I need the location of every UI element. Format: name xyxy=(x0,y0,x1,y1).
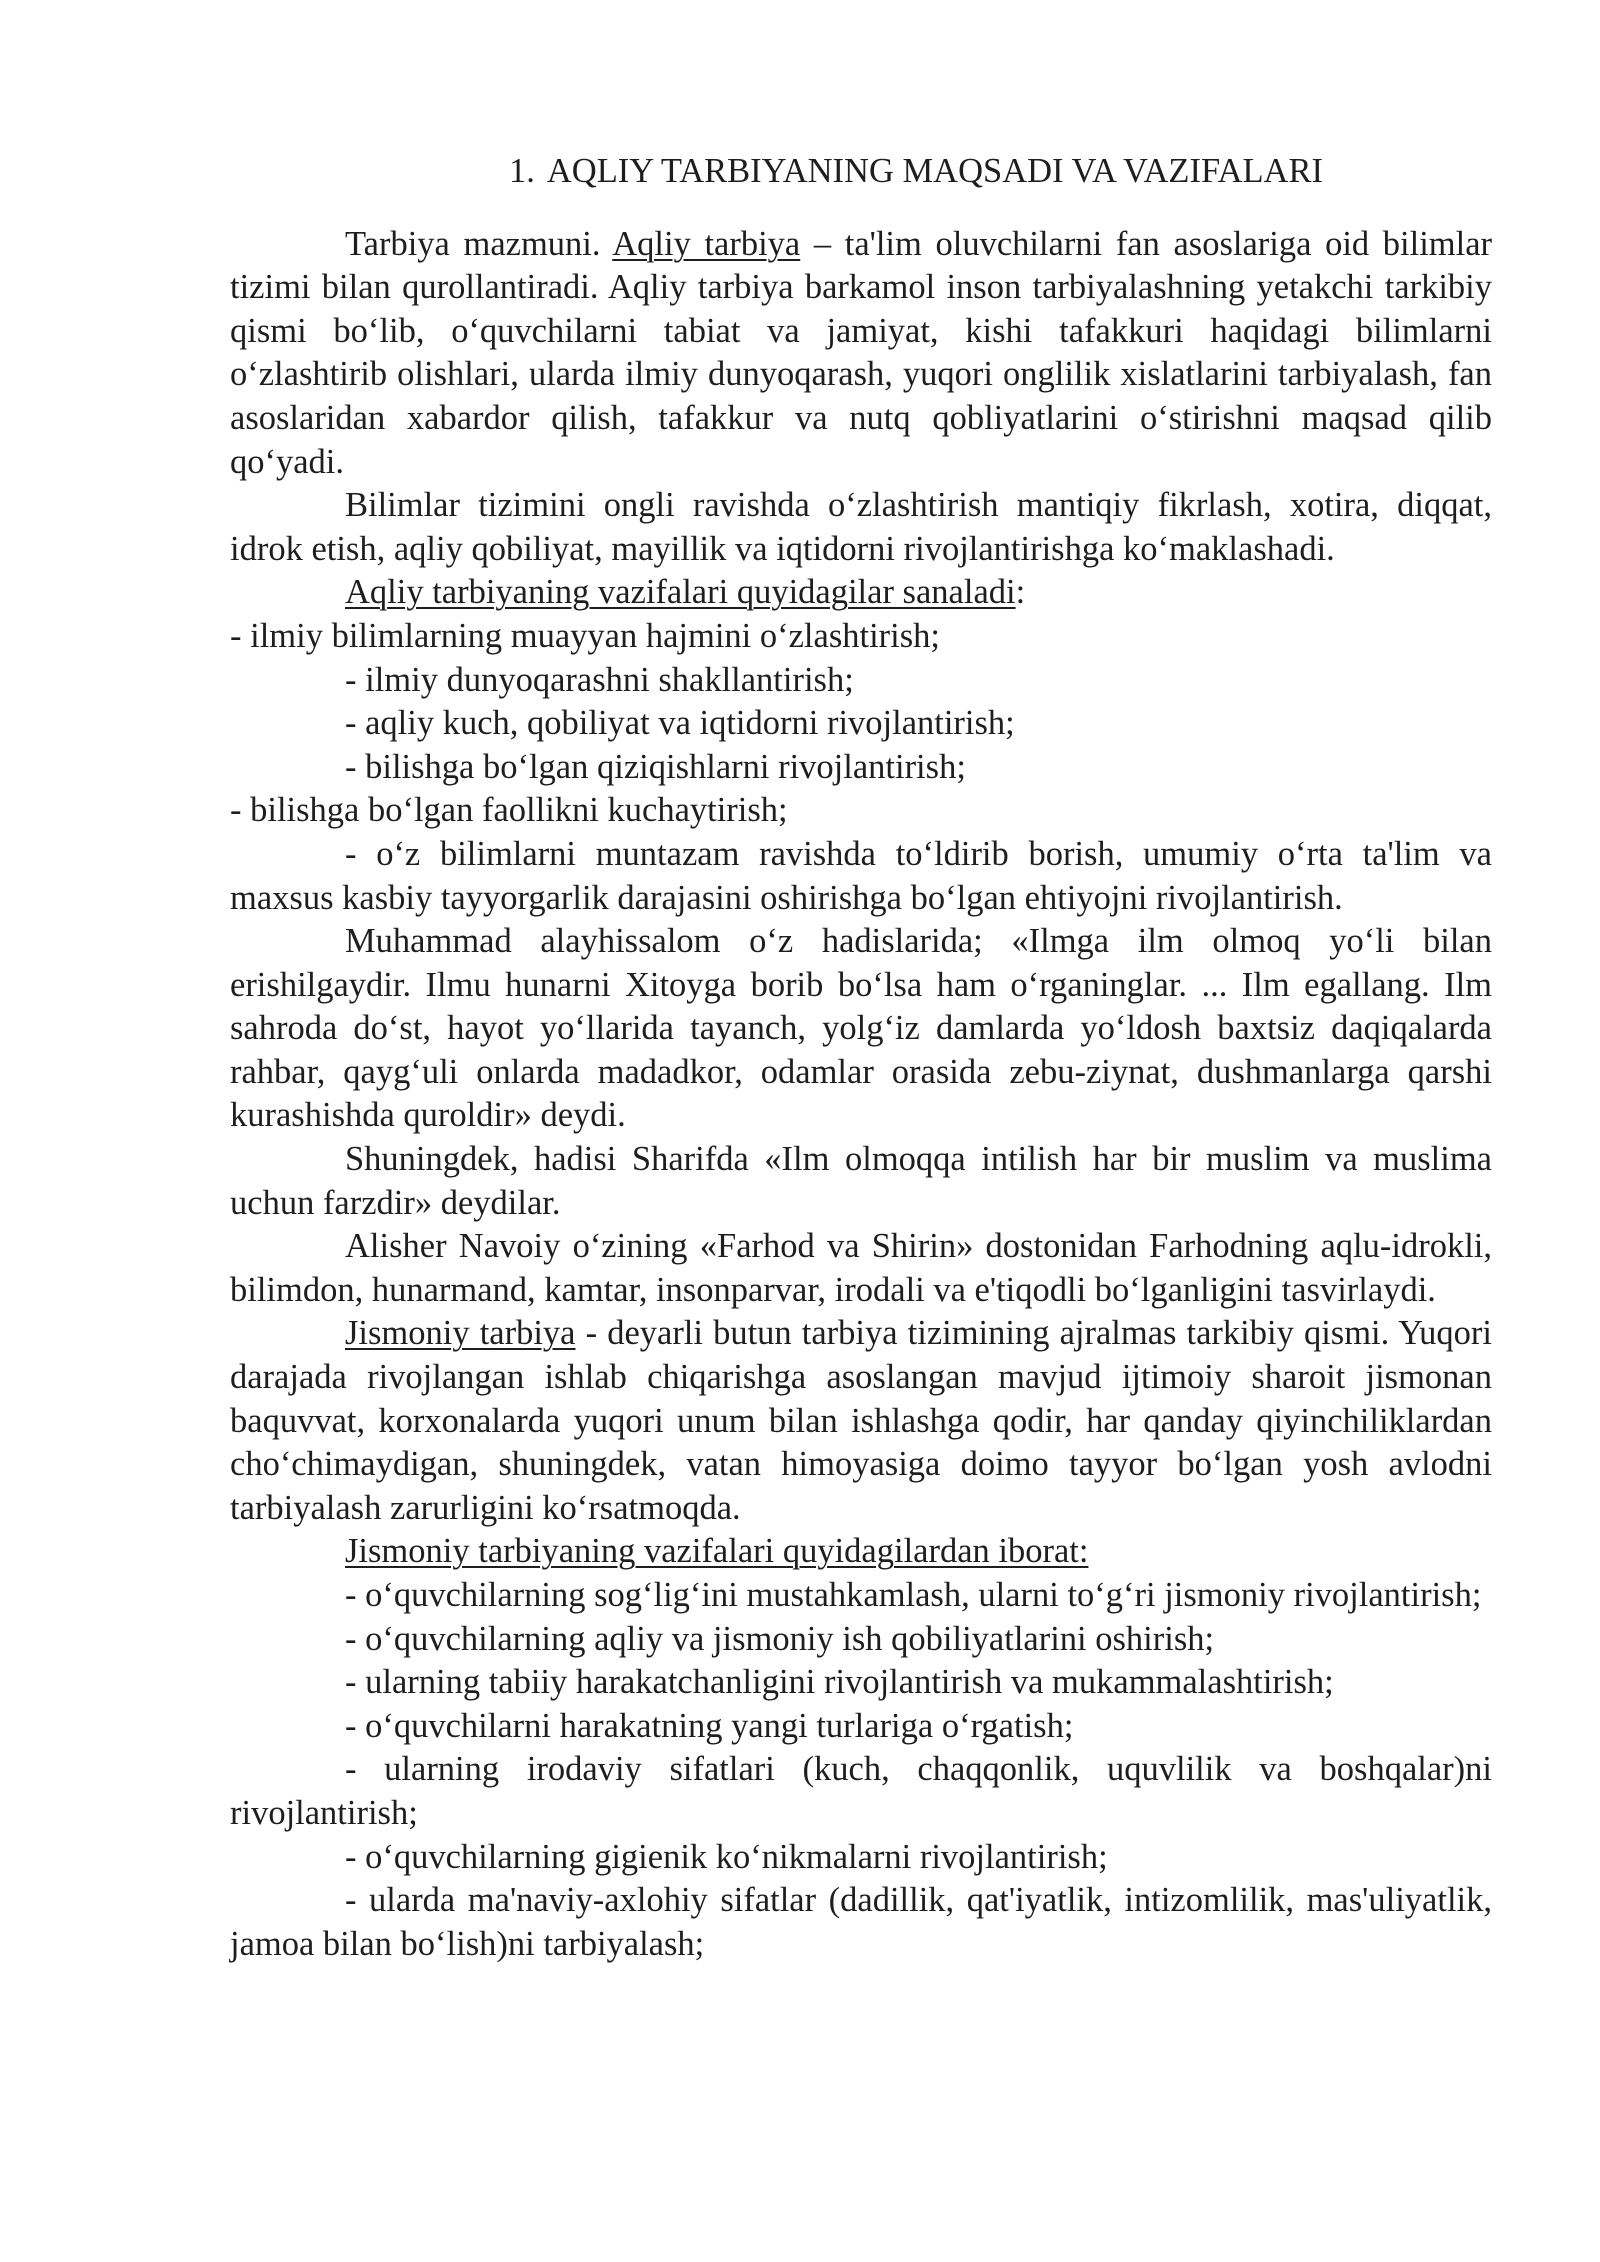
paragraph-aqliy-definition xyxy=(230,223,1492,485)
section-title: AQLIY TARBIYANING MAQSADI VA VAZIFALARI xyxy=(546,152,1323,190)
list-item: - o‘quvchilarning sog‘lig‘ini mustahkamlash, ularni to‘g‘ri jismoniy rivojlantirish; xyxy=(345,1576,1482,1614)
jismoniy-tasks-heading xyxy=(230,1530,1492,1574)
section-number: 1. xyxy=(509,152,535,190)
list-item: - o‘quvchilarning gigienik ko‘nikmalarni rivojlantirish; xyxy=(345,1837,1108,1876)
list-item: - ilmiy bilimlarning muayyan hajmini o‘zlashtirish; xyxy=(230,616,941,655)
list-item: - ularda ma'naviy-axlohiy sifatlar (dadillik, qat'iyatlik, intizomlilik, mas'uliyatlik, jamoa bilan bo‘lish)ni tarbiyalash; xyxy=(230,1881,1492,1963)
section-heading xyxy=(230,150,1492,194)
aqliy-tasks-heading-colon: : xyxy=(1015,573,1026,612)
list-item: - aqliy kuch, qobiliyat va iqtidorni rivojlantirish; xyxy=(345,704,1015,743)
paragraph-hadisi-sharif: Shuningdek, hadisi Sharifda «Ilm olmoqqa intilish har bir muslim va muslima uchun farzdir» deydilar. xyxy=(230,1140,1492,1222)
paragraph-jismoniy-definition xyxy=(230,1312,1492,1530)
paragraph-navoiy: Alisher Navoiy o‘zining «Farhod va Shirin» dostonidan Farhodning aqlu-idrokli, bilimdon, hunarmand, kamtar, insonparvar, irodali va e'tiqodli bo‘lganligini tasvirlaydi. xyxy=(230,1227,1492,1309)
list-item: - ularning irodaviy sifatlari (kuch, chaqqonlik, uquvlilik va boshqalar)ni rivojlantirish; xyxy=(230,1750,1492,1832)
list-item: - o‘z bilimlarni muntazam ravishda to‘ldirib borish, umumiy o‘rta ta'lim va maxsus kasbiy tayyorgarlik darajasini oshirishga bo‘lgan ehtiyojni rivojlantirish. xyxy=(230,834,1492,917)
jismoniy-tasks-heading-text: Jismoniy tarbiyaning vazifalari quyidagilardan iborat: xyxy=(345,1532,1089,1571)
term-jismoniy-tarbiya: Jismoniy tarbiya xyxy=(345,1314,576,1353)
paragraph-body: – ta'lim oluvchilarni fan asoslariga oid bilimlar tizimi bilan qurollantiradi. Aqliy tarbiya barkamol inson tarbiyalashning yetakchi tarkibiy qismi bo‘lib, o‘quvchilarni tabiat va jamiyat, kishi tafakkuri haqidagi bilimlarni o‘zlashtirib olishlari, ularda ilmiy dunyoqarash, yuqori onglilik xislatlarini tarbiyalash, fan asoslaridan xabardor qilish, tafakkur va nutq qobliyatlarini o‘stirishni maqsad qilib qo‘yadi. xyxy=(230,224,1493,481)
paragraph-body: - deyarli butun tarbiya tizimining ajralmas tarkibiy qismi. Yuqori darajada rivojlangan ishlab chiqarishga asoslangan mavjud ijtimoiy sharoit jismonan baquvvat, korxonalarda yuqori unum bilan ishlashga qodir, har qanday qiyinchiliklardan cho‘chimaydigan, shuningdek, vatan himoyasiga doimo tayyor bo‘lgan yosh avlodni tarbiyalash zarurligini ko‘rsatmoqda. xyxy=(230,1314,1492,1527)
aqliy-tasks-heading xyxy=(230,571,1492,615)
list-item: - o‘quvchilarni harakatning yangi turlariga o‘rgatish; xyxy=(345,1706,1074,1745)
list-item: - ularning tabiiy harakatchanligini rivojlantirish va mukammalashtirish; xyxy=(345,1663,1334,1702)
term-aqliy-tarbiya: Aqliy tarbiya xyxy=(612,224,801,263)
list-item: - bilishga bo‘lgan faollikni kuchaytirish; xyxy=(230,791,788,830)
document-page xyxy=(230,150,1492,1966)
paragraph-hadis-quote: Muhammad alayhissalom o‘z hadislarida; «Ilmga ilm olmoq yo‘li bilan erishilgaydir. Ilmu hunarni Xitoyga borib bo‘lsa ham o‘rganinglar. ... Ilm egallang. Ilm sahroda do‘st, hayot yo‘llarida tayanch, yolg‘iz damlarda yo‘ldosh baxtsiz daqiqalarda rahbar, qayg‘uli onlarda madadkor, odamlar orasida zebu-ziynat, dushmanlarga qarshi kurashishda quroldir» deydi. xyxy=(230,922,1492,1135)
paragraph-bilimlar: Bilimlar tizimini ongli ravishda o‘zlashtirish mantiqiy fikrlash, xotira, diqqat, idrok etish, aqliy qobiliyat, mayillik va iqtidorni rivojlantirishga ko‘maklashadi. xyxy=(230,486,1492,568)
list-item: - o‘quvchilarning aqliy va jismoniy ish qobiliyatlarini oshirish; xyxy=(345,1619,1215,1658)
list-item: - bilishga bo‘lgan qiziqishlarni rivojlantirish; xyxy=(345,747,966,786)
aqliy-tasks-heading-text: Aqliy tarbiyaning vazifalari quyidagilar sanaladi xyxy=(345,573,1016,612)
paragraph-lead: Tarbiya mazmuni. xyxy=(345,224,613,263)
list-item: - ilmiy dunyoqarashni shakllantirish; xyxy=(345,660,854,699)
